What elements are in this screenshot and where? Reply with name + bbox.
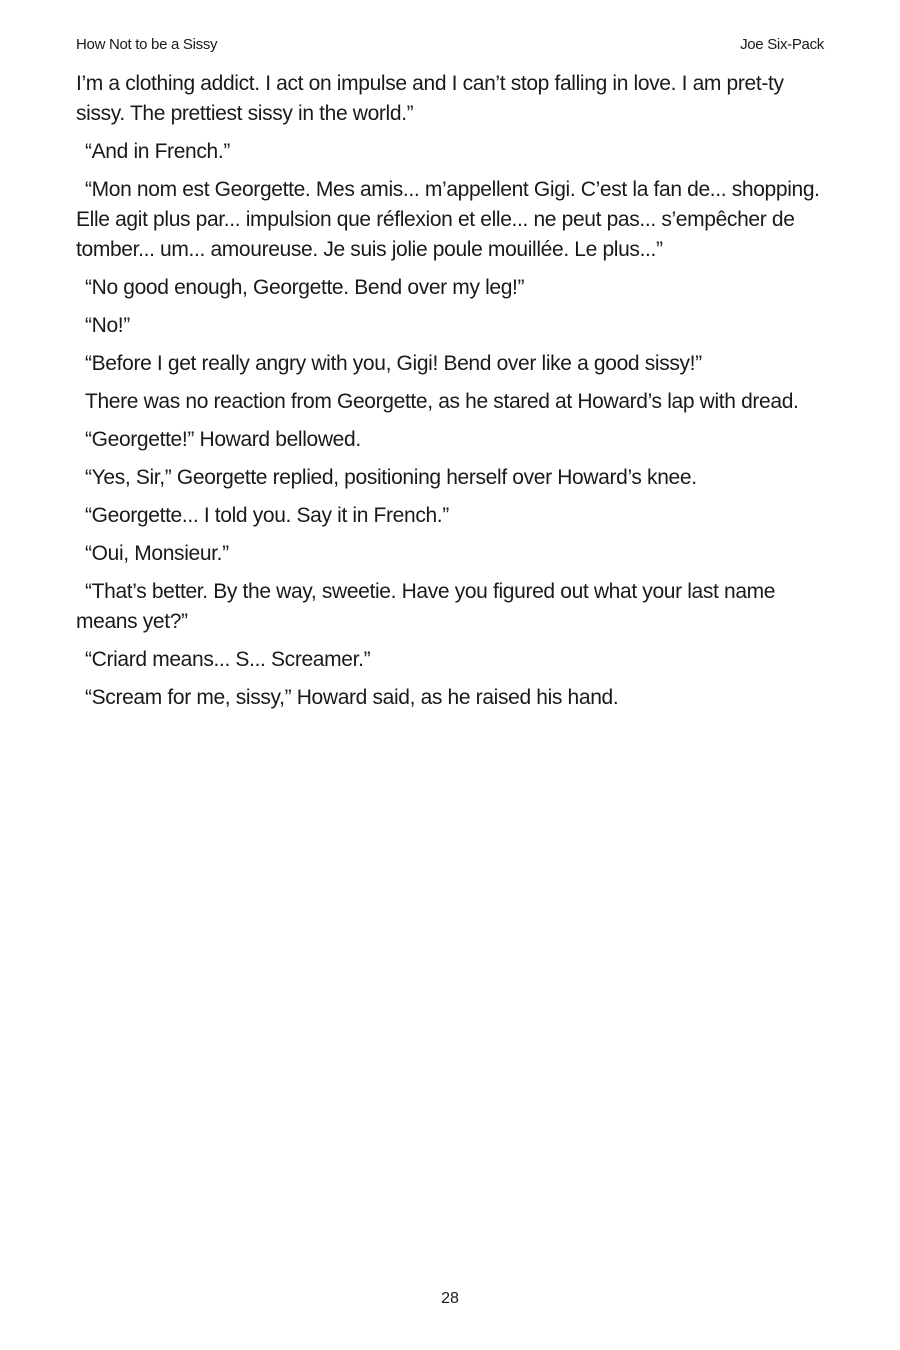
paragraph: “Oui, Monsieur.”	[85, 542, 229, 565]
paragraph: “No good enough, Georgette. Bend over my leg!”	[85, 276, 525, 299]
paragraph: “Scream for me, sissy,” Howard said, as he raised his hand.	[85, 686, 619, 709]
paragraph: “Georgette!” Howard bellowed.	[85, 428, 361, 451]
page-number: 28	[441, 1290, 459, 1307]
paragraph: I’m a clothing addict. I act on impulse and I can’t stop falling in love. I am pret-ty sissy. The prettiest sissy in the world.”	[76, 72, 784, 125]
paragraph: “That’s better. By the way, sweetie. Have you figured out what your last name means yet?”	[76, 580, 776, 633]
book-title: How Not to be a Sissy	[76, 36, 218, 53]
paragraph: “And in French.”	[85, 140, 230, 163]
paragraph: “Criard means... S... Screamer.”	[85, 648, 371, 671]
paragraph: “Mon nom est Georgette. Mes amis... m’appellent Gigi. C’est la fan de... shopping. Elle agit plus par... impulsion que réflexion et elle... ne peut pas... s’empêcher de tomber... um... amoureuse. Je suis jolie poule mouillée. Le plus...”	[76, 178, 820, 261]
paragraph: There was no reaction from Georgette, as he stared at Howard’s lap with dread.	[85, 390, 799, 413]
author-name: Joe Six-Pack	[740, 36, 824, 53]
paragraph: “Georgette... I told you. Say it in French.”	[85, 504, 449, 527]
running-header	[76, 36, 824, 53]
paragraph: “Yes, Sir,” Georgette replied, positioning herself over Howard’s knee.	[85, 466, 697, 489]
page-body	[76, 69, 824, 721]
paragraph: “Before I get really angry with you, Gigi! Bend over like a good sissy!”	[85, 352, 702, 375]
paragraph: “No!”	[85, 314, 130, 337]
